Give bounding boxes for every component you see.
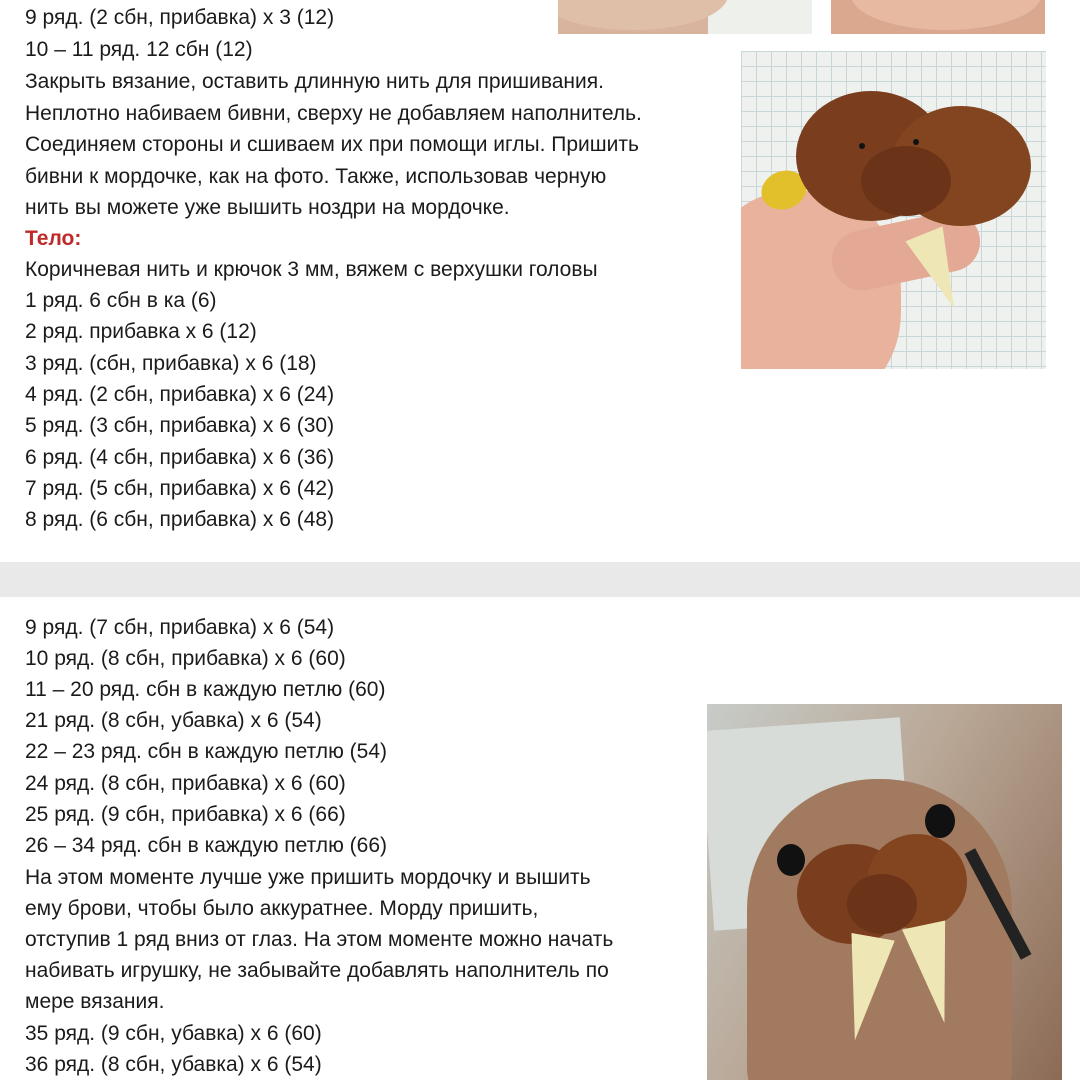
photo-fingers (831, 0, 1045, 34)
text-line: 8 ряд. (6 сбн, прибавка) х 6 (48) (25, 508, 335, 531)
text-line: 26 – 34 ряд. сбн в каждую петлю (66) (25, 834, 387, 857)
text-line: 36 ряд. (8 сбн, убавка) х 6 (54) (25, 1053, 322, 1076)
photo-walrus-muzzle (741, 51, 1046, 369)
text-line: 21 ряд. (8 сбн, убавка) х 6 (54) (25, 709, 322, 732)
text-line: 6 ряд. (4 сбн, прибавка) х 6 (36) (25, 446, 335, 469)
text-line: 25 ряд. (9 сбн, прибавка) х 6 (66) (25, 803, 346, 826)
photo-walrus-toy (707, 704, 1062, 1080)
text-line: отступив 1 ряд вниз от глаз. На этом моменте можно начать (25, 928, 614, 951)
text-line: мере вязания. (25, 990, 165, 1013)
text-line: Закрыть вязание, оставить длинную нить для пришивания. (25, 70, 604, 93)
text-line: 2 ряд. прибавка х 6 (12) (25, 320, 257, 343)
text-line: 1 ряд. 6 сбн в ка (6) (25, 289, 217, 312)
text-line: Неплотно набиваем бивни, сверху не добавляем наполнитель. (25, 102, 642, 125)
text-line: 22 – 23 ряд. сбн в каждую петлю (54) (25, 740, 387, 763)
text-line: бивни к мордочке, как на фото. Также, использовав черную (25, 165, 607, 188)
section-heading-body: Тело: (25, 227, 82, 250)
text-line: 11 – 20 ряд. сбн в каждую петлю (60) (25, 678, 386, 701)
text-line: 5 ряд. (3 сбн, прибавка) х 6 (30) (25, 414, 335, 437)
text-line: 9 ряд. (7 сбн, прибавка) х 6 (54) (25, 616, 335, 639)
text-line: 9 ряд. (2 сбн, прибавка) х 3 (12) (25, 6, 335, 29)
text-line: нить вы можете уже вышить ноздри на мордочке. (25, 196, 510, 219)
photo-hand-notebook (558, 0, 812, 34)
text-line: 10 – 11 ряд. 12 сбн (12) (25, 38, 253, 61)
text-line: 3 ряд. (сбн, прибавка) х 6 (18) (25, 352, 317, 375)
text-line: Соединяем стороны и сшиваем их при помощи иглы. Пришить (25, 133, 639, 156)
text-line: 10 ряд. (8 сбн, прибавка) х 6 (60) (25, 647, 346, 670)
text-line: На этом моменте лучше уже пришить мордочку и вышить (25, 866, 591, 889)
text-line: 35 ряд. (9 сбн, убавка) х 6 (60) (25, 1022, 322, 1045)
text-line: ему брови, чтобы было аккуратнее. Морду пришить, (25, 897, 539, 920)
text-line: 7 ряд. (5 сбн, прибавка) х 6 (42) (25, 477, 335, 500)
text-line: Коричневая нить и крючок 3 мм, вяжем с верхушки головы (25, 258, 598, 281)
text-line: 24 ряд. (8 сбн, прибавка) х 6 (60) (25, 772, 346, 795)
text-line: набивать игрушку, не забывайте добавлять наполнитель по (25, 959, 609, 982)
text-line: 4 ряд. (2 сбн, прибавка) х 6 (24) (25, 383, 335, 406)
